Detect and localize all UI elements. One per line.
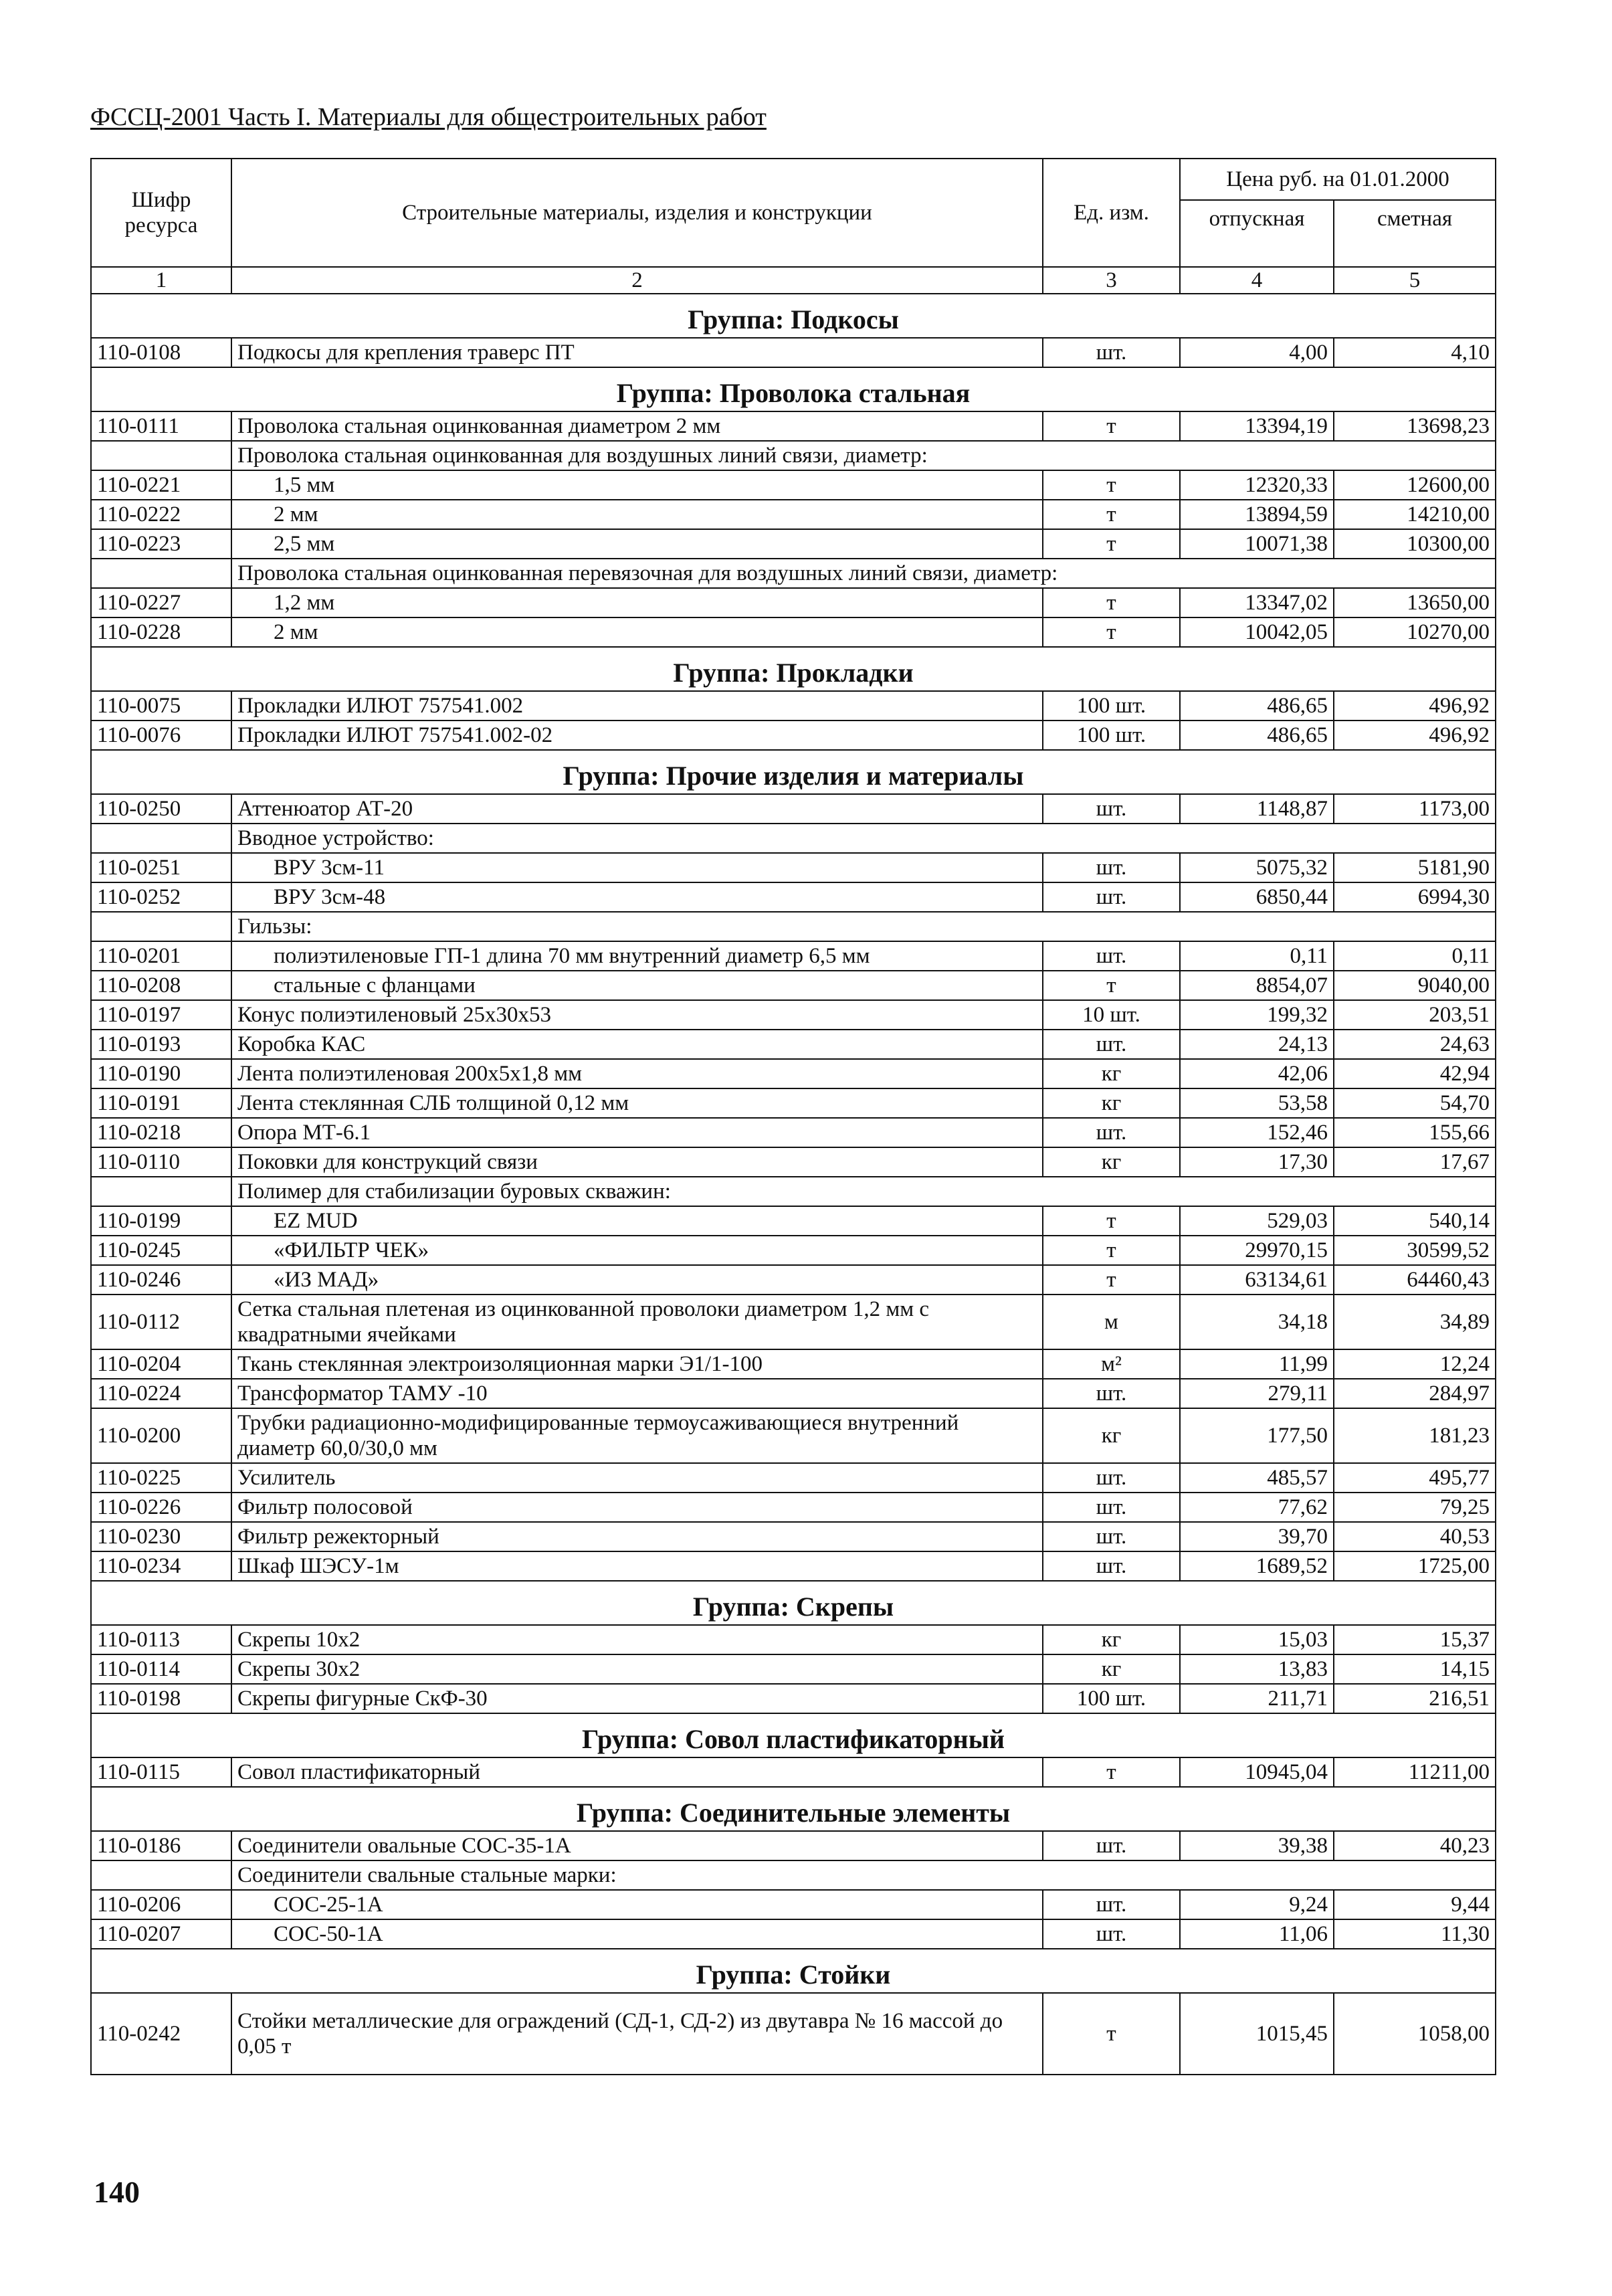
col-header-unit: Ед. изм. xyxy=(1043,159,1180,267)
estimate-price-cell: 1725,00 xyxy=(1334,1551,1496,1581)
unit-cell: т xyxy=(1043,500,1180,529)
name-cell: СОС-25-1А xyxy=(231,1890,1043,1919)
table-row xyxy=(91,1993,1496,2075)
release-price-cell: 53,58 xyxy=(1180,1088,1334,1118)
code-cell: 110-0246 xyxy=(91,1265,231,1295)
name-cell: Ткань стеклянная электроизоляционная марки Э1/1-100 xyxy=(231,1349,1043,1379)
release-price-cell: 177,50 xyxy=(1180,1408,1334,1463)
col-header-name: Строительные материалы, изделия и конструкции xyxy=(231,159,1043,267)
estimate-price-cell: 30599,52 xyxy=(1334,1236,1496,1265)
release-price-cell: 5075,32 xyxy=(1180,853,1334,882)
code-cell: 110-0228 xyxy=(91,617,231,647)
estimate-price-cell: 24,63 xyxy=(1334,1030,1496,1059)
name-cell: Прокладки ИЛЮТ 757541.002 xyxy=(231,691,1043,721)
estimate-price-cell: 9,44 xyxy=(1334,1890,1496,1919)
table-row xyxy=(91,853,1496,882)
code-cell: 110-0224 xyxy=(91,1379,231,1408)
unit-cell: шт. xyxy=(1043,941,1180,971)
release-price-cell: 10042,05 xyxy=(1180,617,1334,647)
estimate-price-cell: 1058,00 xyxy=(1334,1993,1496,2075)
estimate-price-cell: 181,23 xyxy=(1334,1408,1496,1463)
group-row xyxy=(91,1713,1496,1757)
estimate-price-cell: 12600,00 xyxy=(1334,470,1496,500)
release-price-cell: 486,65 xyxy=(1180,691,1334,721)
code-cell: 110-0208 xyxy=(91,971,231,1000)
release-price-cell: 486,65 xyxy=(1180,721,1334,750)
code-cell: 110-0245 xyxy=(91,1236,231,1265)
group-title: Группа: Проволока стальная xyxy=(91,367,1496,411)
table-row xyxy=(91,691,1496,721)
table-row xyxy=(91,882,1496,912)
table-row xyxy=(91,1000,1496,1030)
unit-cell: шт. xyxy=(1043,1118,1180,1147)
page-number: 140 xyxy=(94,2175,140,2209)
name-cell: полиэтиленовые ГП-1 длина 70 мм внутренний диаметр 6,5 мм xyxy=(231,941,1043,971)
code-cell: 110-0225 xyxy=(91,1463,231,1493)
group-title: Группа: Подкосы xyxy=(91,294,1496,338)
estimate-price-cell: 216,51 xyxy=(1334,1684,1496,1713)
name-cell: Подкосы для крепления траверс ПТ xyxy=(231,338,1043,367)
table-row xyxy=(91,941,1496,971)
name-cell: Лента полиэтиленовая 200х5х1,8 мм xyxy=(231,1059,1043,1088)
unit-cell: т xyxy=(1043,1206,1180,1236)
name-cell: Прокладки ИЛЮТ 757541.002-02 xyxy=(231,721,1043,750)
name-cell: Скрепы 30х2 xyxy=(231,1654,1043,1684)
release-price-cell: 29970,15 xyxy=(1180,1236,1334,1265)
group-row xyxy=(91,1949,1496,1993)
table-row xyxy=(91,1463,1496,1493)
unit-cell: шт. xyxy=(1043,1919,1180,1949)
subheading-text: Гильзы: xyxy=(231,912,1496,941)
release-price-cell: 1148,87 xyxy=(1180,794,1334,824)
estimate-price-cell: 496,92 xyxy=(1334,691,1496,721)
table-row xyxy=(91,617,1496,647)
table-body xyxy=(91,294,1496,2075)
unit-cell: т xyxy=(1043,1757,1180,1787)
estimate-price-cell: 13650,00 xyxy=(1334,588,1496,617)
col-header-release: отпускная xyxy=(1180,200,1334,267)
code-cell: 110-0108 xyxy=(91,338,231,367)
table-row xyxy=(91,1625,1496,1654)
unit-cell: т xyxy=(1043,588,1180,617)
code-cell: 110-0193 xyxy=(91,1030,231,1059)
price-table xyxy=(90,158,1496,2075)
table-row xyxy=(91,1919,1496,1949)
name-cell: Скрепы 10х2 xyxy=(231,1625,1043,1654)
unit-cell: шт. xyxy=(1043,1522,1180,1551)
unit-cell: 100 шт. xyxy=(1043,721,1180,750)
col-number: 1 xyxy=(91,267,231,294)
group-row xyxy=(91,1787,1496,1831)
code-cell: 110-0190 xyxy=(91,1059,231,1088)
code-cell: 110-0114 xyxy=(91,1654,231,1684)
release-price-cell: 1015,45 xyxy=(1180,1993,1334,2075)
code-cell: 110-0186 xyxy=(91,1831,231,1860)
code-cell: 110-0251 xyxy=(91,853,231,882)
unit-cell: т xyxy=(1043,470,1180,500)
estimate-price-cell: 9040,00 xyxy=(1334,971,1496,1000)
subheading-text: Вводное устройство: xyxy=(231,824,1496,853)
group-title: Группа: Прокладки xyxy=(91,647,1496,691)
table-row xyxy=(91,1379,1496,1408)
name-cell: Проволока стальная оцинкованная диаметром 2 мм xyxy=(231,411,1043,441)
page-header xyxy=(90,102,1495,132)
estimate-price-cell: 11,30 xyxy=(1334,1919,1496,1949)
estimate-price-cell: 540,14 xyxy=(1334,1206,1496,1236)
release-price-cell: 12320,33 xyxy=(1180,470,1334,500)
code-cell: 110-0110 xyxy=(91,1147,231,1177)
release-price-cell: 17,30 xyxy=(1180,1147,1334,1177)
unit-cell: шт. xyxy=(1043,1551,1180,1581)
release-price-cell: 152,46 xyxy=(1180,1118,1334,1147)
release-price-cell: 39,38 xyxy=(1180,1831,1334,1860)
name-cell: 1,5 мм xyxy=(231,470,1043,500)
group-title: Группа: Совол пластификаторный xyxy=(91,1713,1496,1757)
table-row xyxy=(91,1147,1496,1177)
table-row xyxy=(91,1684,1496,1713)
table-row xyxy=(91,1236,1496,1265)
code-cell: 110-0200 xyxy=(91,1408,231,1463)
code-cell: 110-0113 xyxy=(91,1625,231,1654)
release-price-cell: 63134,61 xyxy=(1180,1265,1334,1295)
estimate-price-cell: 54,70 xyxy=(1334,1088,1496,1118)
estimate-price-cell: 284,97 xyxy=(1334,1379,1496,1408)
unit-cell: т xyxy=(1043,1236,1180,1265)
table-row xyxy=(91,470,1496,500)
group-title: Группа: Прочие изделия и материалы xyxy=(91,750,1496,794)
name-cell: Конус полиэтиленовый 25х30х53 xyxy=(231,1000,1043,1030)
code-cell: 110-0234 xyxy=(91,1551,231,1581)
unit-cell: шт. xyxy=(1043,1493,1180,1522)
name-cell: Фильтр полосовой xyxy=(231,1493,1043,1522)
unit-cell: кг xyxy=(1043,1625,1180,1654)
release-price-cell: 39,70 xyxy=(1180,1522,1334,1551)
code-cell: 110-0111 xyxy=(91,411,231,441)
code-cell: 110-0226 xyxy=(91,1493,231,1522)
release-price-cell: 0,11 xyxy=(1180,941,1334,971)
subheading-text: Проволока стальная оцинкованная для воздушных линий связи, диаметр: xyxy=(231,441,1496,470)
code-cell: 110-0222 xyxy=(91,500,231,529)
unit-cell: т xyxy=(1043,971,1180,1000)
group-row xyxy=(91,750,1496,794)
unit-cell: шт. xyxy=(1043,1831,1180,1860)
release-price-cell: 11,06 xyxy=(1180,1919,1334,1949)
release-price-cell: 211,71 xyxy=(1180,1684,1334,1713)
subheading-row xyxy=(91,824,1496,853)
subheading-text: Проволока стальная оцинкованная перевязочная для воздушных линий связи, диаметр: xyxy=(231,559,1496,588)
unit-cell: шт. xyxy=(1043,1463,1180,1493)
release-price-cell: 199,32 xyxy=(1180,1000,1334,1030)
code-cell xyxy=(91,441,231,470)
estimate-price-cell: 42,94 xyxy=(1334,1059,1496,1088)
table-row xyxy=(91,1890,1496,1919)
table-row xyxy=(91,1206,1496,1236)
group-row xyxy=(91,367,1496,411)
name-cell: 2,5 мм xyxy=(231,529,1043,559)
release-price-cell: 10945,04 xyxy=(1180,1757,1334,1787)
unit-cell: шт. xyxy=(1043,882,1180,912)
release-price-cell: 529,03 xyxy=(1180,1206,1334,1236)
code-cell: 110-0242 xyxy=(91,1993,231,2075)
table-row xyxy=(91,1118,1496,1147)
group-title: Группа: Соединительные элементы xyxy=(91,1787,1496,1831)
release-price-cell: 24,13 xyxy=(1180,1030,1334,1059)
release-price-cell: 13,83 xyxy=(1180,1654,1334,1684)
table-row xyxy=(91,1059,1496,1088)
code-cell: 110-0252 xyxy=(91,882,231,912)
table-row xyxy=(91,588,1496,617)
unit-cell: шт. xyxy=(1043,794,1180,824)
table-row xyxy=(91,971,1496,1000)
group-row xyxy=(91,647,1496,691)
table-row xyxy=(91,1265,1496,1295)
estimate-price-cell: 11211,00 xyxy=(1334,1757,1496,1787)
code-cell: 110-0207 xyxy=(91,1919,231,1949)
name-cell: Опора МТ-6.1 xyxy=(231,1118,1043,1147)
table-row xyxy=(91,338,1496,367)
code-cell: 110-0198 xyxy=(91,1684,231,1713)
estimate-price-cell: 203,51 xyxy=(1334,1000,1496,1030)
release-price-cell: 4,00 xyxy=(1180,338,1334,367)
estimate-price-cell: 495,77 xyxy=(1334,1463,1496,1493)
code-cell xyxy=(91,1860,231,1890)
name-cell: Скрепы фигурные СкФ-30 xyxy=(231,1684,1043,1713)
unit-cell: т xyxy=(1043,617,1180,647)
subheading-row xyxy=(91,1860,1496,1890)
name-cell: Фильтр режекторный xyxy=(231,1522,1043,1551)
estimate-price-cell: 1173,00 xyxy=(1334,794,1496,824)
unit-cell: т xyxy=(1043,1265,1180,1295)
table-row xyxy=(91,1551,1496,1581)
page-header-text: ФССЦ-2001 Часть I. Материалы для общестроительных работ xyxy=(90,103,767,131)
release-price-cell: 13347,02 xyxy=(1180,588,1334,617)
name-cell: Коробка КАС xyxy=(231,1030,1043,1059)
code-cell: 110-0204 xyxy=(91,1349,231,1379)
estimate-price-cell: 64460,43 xyxy=(1334,1265,1496,1295)
unit-cell: кг xyxy=(1043,1654,1180,1684)
name-cell: стальные с фланцами xyxy=(231,971,1043,1000)
estimate-price-cell: 10270,00 xyxy=(1334,617,1496,647)
release-price-cell: 1689,52 xyxy=(1180,1551,1334,1581)
col-header-estimate: сметная xyxy=(1334,200,1496,267)
code-cell xyxy=(91,1177,231,1206)
code-cell xyxy=(91,912,231,941)
unit-cell: м² xyxy=(1043,1349,1180,1379)
estimate-price-cell: 13698,23 xyxy=(1334,411,1496,441)
name-cell: Совол пластификаторный xyxy=(231,1757,1043,1787)
subheading-text: Соединители свальные стальные марки: xyxy=(231,1860,1496,1890)
unit-cell: шт. xyxy=(1043,1030,1180,1059)
release-price-cell: 6850,44 xyxy=(1180,882,1334,912)
code-cell xyxy=(91,559,231,588)
col-number: 2 xyxy=(231,267,1043,294)
unit-cell: 100 шт. xyxy=(1043,1684,1180,1713)
code-cell: 110-0250 xyxy=(91,794,231,824)
estimate-price-cell: 6994,30 xyxy=(1334,882,1496,912)
unit-cell: т xyxy=(1043,529,1180,559)
estimate-price-cell: 17,67 xyxy=(1334,1147,1496,1177)
unit-cell: кг xyxy=(1043,1408,1180,1463)
estimate-price-cell: 14210,00 xyxy=(1334,500,1496,529)
release-price-cell: 42,06 xyxy=(1180,1059,1334,1088)
table-row xyxy=(91,721,1496,750)
name-cell: Шкаф ШЭСУ-1м xyxy=(231,1551,1043,1581)
name-cell: Сетка стальная плетеная из оцинкованной проволоки диаметром 1,2 мм с квадратными ячейками xyxy=(231,1295,1043,1349)
release-price-cell: 77,62 xyxy=(1180,1493,1334,1522)
code-cell: 110-0197 xyxy=(91,1000,231,1030)
name-cell: Поковки для конструкций связи xyxy=(231,1147,1043,1177)
estimate-price-cell: 40,53 xyxy=(1334,1522,1496,1551)
release-price-cell: 11,99 xyxy=(1180,1349,1334,1379)
release-price-cell: 485,57 xyxy=(1180,1463,1334,1493)
col-number: 5 xyxy=(1334,267,1496,294)
release-price-cell: 9,24 xyxy=(1180,1890,1334,1919)
release-price-cell: 8854,07 xyxy=(1180,971,1334,1000)
estimate-price-cell: 0,11 xyxy=(1334,941,1496,971)
unit-cell: 10 шт. xyxy=(1043,1000,1180,1030)
table-row xyxy=(91,1493,1496,1522)
subheading-row xyxy=(91,559,1496,588)
table-row xyxy=(91,1408,1496,1463)
release-price-cell: 13894,59 xyxy=(1180,500,1334,529)
name-cell: СОС-50-1А xyxy=(231,1919,1043,1949)
group-title: Группа: Стойки xyxy=(91,1949,1496,1993)
code-cell: 110-0115 xyxy=(91,1757,231,1787)
estimate-price-cell: 155,66 xyxy=(1334,1118,1496,1147)
unit-cell: кг xyxy=(1043,1147,1180,1177)
table-row xyxy=(91,529,1496,559)
unit-cell: шт. xyxy=(1043,338,1180,367)
estimate-price-cell: 496,92 xyxy=(1334,721,1496,750)
table-row xyxy=(91,794,1496,824)
estimate-price-cell: 40,23 xyxy=(1334,1831,1496,1860)
estimate-price-cell: 34,89 xyxy=(1334,1295,1496,1349)
name-cell: Трубки радиационно-модифицированные термоусаживающиеся внутренний диаметр 60,0/30,0 мм xyxy=(231,1408,1043,1463)
estimate-price-cell: 10300,00 xyxy=(1334,529,1496,559)
name-cell: Аттенюатор АТ-20 xyxy=(231,794,1043,824)
table-row xyxy=(91,1654,1496,1684)
group-title: Группа: Скрепы xyxy=(91,1581,1496,1625)
table-row xyxy=(91,500,1496,529)
group-row xyxy=(91,294,1496,338)
unit-cell: 100 шт. xyxy=(1043,691,1180,721)
name-cell: Трансформатор ТАМУ -10 xyxy=(231,1379,1043,1408)
release-price-cell: 15,03 xyxy=(1180,1625,1334,1654)
table-row xyxy=(91,1349,1496,1379)
estimate-price-cell: 15,37 xyxy=(1334,1625,1496,1654)
release-price-cell: 279,11 xyxy=(1180,1379,1334,1408)
code-cell: 110-0075 xyxy=(91,691,231,721)
unit-cell: кг xyxy=(1043,1059,1180,1088)
estimate-price-cell: 5181,90 xyxy=(1334,853,1496,882)
estimate-price-cell: 79,25 xyxy=(1334,1493,1496,1522)
unit-cell: шт. xyxy=(1043,853,1180,882)
name-cell: 2 мм xyxy=(231,500,1043,529)
name-cell: Усилитель xyxy=(231,1463,1043,1493)
table-row xyxy=(91,1522,1496,1551)
code-cell: 110-0221 xyxy=(91,470,231,500)
name-cell: ВРУ 3см-48 xyxy=(231,882,1043,912)
code-cell: 110-0223 xyxy=(91,529,231,559)
release-price-cell: 10071,38 xyxy=(1180,529,1334,559)
code-cell: 110-0218 xyxy=(91,1118,231,1147)
table-row xyxy=(91,1295,1496,1349)
group-row xyxy=(91,1581,1496,1625)
unit-cell: т xyxy=(1043,1993,1180,2075)
code-cell: 110-0201 xyxy=(91,941,231,971)
name-cell: Стойки металлические для ограждений (СД-1, СД-2) из двутавра № 16 массой до 0,05 т xyxy=(231,1993,1043,2075)
unit-cell: т xyxy=(1043,411,1180,441)
code-cell xyxy=(91,824,231,853)
unit-cell: шт. xyxy=(1043,1379,1180,1408)
table-row xyxy=(91,1088,1496,1118)
table-row xyxy=(91,1757,1496,1787)
release-price-cell: 34,18 xyxy=(1180,1295,1334,1349)
subheading-text: Полимер для стабилизации буровых скважин: xyxy=(231,1177,1496,1206)
code-cell: 110-0199 xyxy=(91,1206,231,1236)
col-header-code: Шифр ресурса xyxy=(91,159,231,267)
subheading-row xyxy=(91,912,1496,941)
subheading-row xyxy=(91,441,1496,470)
table-row xyxy=(91,1030,1496,1059)
name-cell: «ИЗ МАД» xyxy=(231,1265,1043,1295)
unit-cell: кг xyxy=(1043,1088,1180,1118)
name-cell: EZ MUD xyxy=(231,1206,1043,1236)
release-price-cell: 13394,19 xyxy=(1180,411,1334,441)
code-cell: 110-0191 xyxy=(91,1088,231,1118)
name-cell: Лента стеклянная СЛБ толщиной 0,12 мм xyxy=(231,1088,1043,1118)
code-cell: 110-0076 xyxy=(91,721,231,750)
col-number: 4 xyxy=(1180,267,1334,294)
unit-cell: м xyxy=(1043,1295,1180,1349)
estimate-price-cell: 14,15 xyxy=(1334,1654,1496,1684)
code-cell: 110-0230 xyxy=(91,1522,231,1551)
name-cell: «ФИЛЬТР ЧЕК» xyxy=(231,1236,1043,1265)
name-cell: 2 мм xyxy=(231,617,1043,647)
code-cell: 110-0227 xyxy=(91,588,231,617)
col-header-price: Цена руб. на 01.01.2000 xyxy=(1180,159,1496,200)
table-row xyxy=(91,411,1496,441)
name-cell: Соединители овальные СОС-35-1А xyxy=(231,1831,1043,1860)
estimate-price-cell: 4,10 xyxy=(1334,338,1496,367)
estimate-price-cell: 12,24 xyxy=(1334,1349,1496,1379)
code-cell: 110-0206 xyxy=(91,1890,231,1919)
subheading-row xyxy=(91,1177,1496,1206)
code-cell: 110-0112 xyxy=(91,1295,231,1349)
col-number: 3 xyxy=(1043,267,1180,294)
name-cell: 1,2 мм xyxy=(231,588,1043,617)
table-row xyxy=(91,1831,1496,1860)
unit-cell: шт. xyxy=(1043,1890,1180,1919)
name-cell: ВРУ 3см-11 xyxy=(231,853,1043,882)
